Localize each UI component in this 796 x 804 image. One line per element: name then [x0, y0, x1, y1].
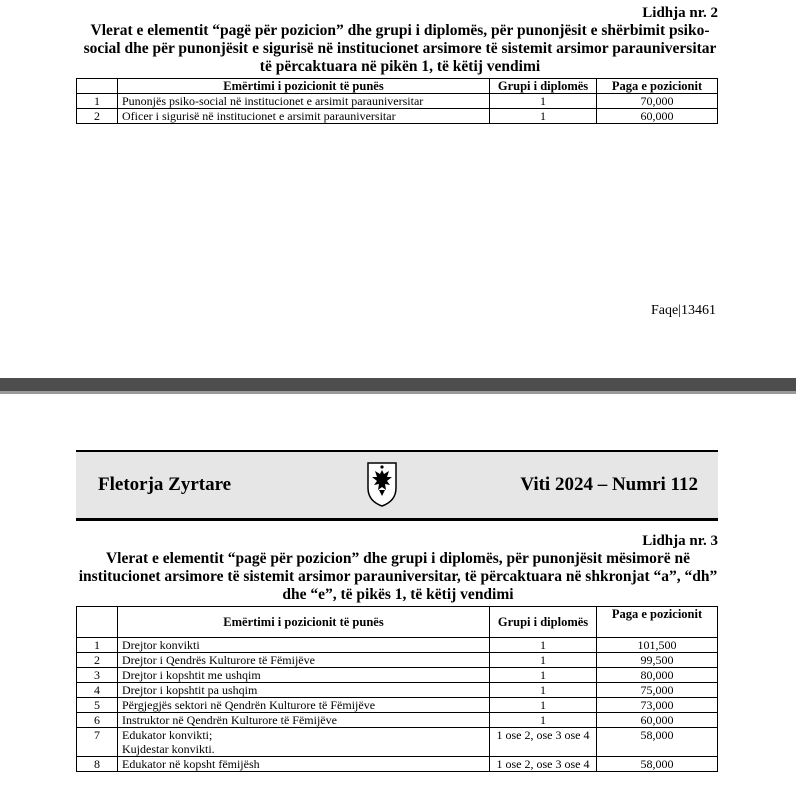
row-number: 3 [77, 668, 118, 683]
row-position-name: Përgjegjës sektori në Qendrën Kulturore të Fëmijëve [118, 698, 490, 713]
row-position-pay: 70,000 [597, 94, 718, 109]
row-diploma-group: 1 ose 2, ose 3 ose 4 [490, 757, 597, 772]
row-number: 1 [77, 638, 118, 653]
row-position-name-line1: Edukator konvikti; [122, 728, 213, 742]
annex-3-salary-table [76, 606, 718, 772]
table-row [77, 653, 718, 668]
row-position-name-line2: Kujdestar konvikti. [122, 742, 215, 756]
document-page-previous [0, 0, 796, 378]
annex-2-salary-table [76, 78, 718, 124]
table-row [77, 728, 718, 757]
row-diploma-group: 1 [490, 668, 597, 683]
albanian-eagle-emblem-icon [365, 460, 399, 508]
annex-3-description: Vlerat e elementit “pagë për pozicion” dhe grupi i diplomës, për punonjësit mësimorë në institucionet arsimore të sistemit arsimor parauniversitar, të përcaktuara në shkronjat “a”, “dh” dhe “e”, të pikës 1, të këtij vendimi [78, 550, 718, 603]
header-diploma-group: Grupi i diplomës [490, 79, 597, 94]
row-number: 6 [77, 713, 118, 728]
row-diploma-group: 1 ose 2, ose 3 ose 4 [490, 728, 597, 757]
document-page-current [0, 394, 796, 804]
header-diploma-group: Grupi i diplomës [490, 607, 597, 638]
table-row [77, 109, 718, 124]
table-row [77, 683, 718, 698]
row-position-name: Drejtor i kopshtit pa ushqim [118, 683, 490, 698]
row-position-name: Drejtor konvikti [118, 638, 490, 653]
table-row [77, 94, 718, 109]
row-position-pay: 58,000 [597, 757, 718, 772]
table-row [77, 668, 718, 683]
row-diploma-group: 1 [490, 653, 597, 668]
row-diploma-group: 1 [490, 698, 597, 713]
header-number [77, 79, 118, 94]
row-position-pay: 73,000 [597, 698, 718, 713]
gazette-issue: Viti 2024 – Numri 112 [520, 474, 698, 495]
header-position-pay: Paga e pozicionit [597, 607, 718, 638]
row-position-pay: 80,000 [597, 668, 718, 683]
header-position-pay: Paga e pozicionit [597, 79, 718, 94]
row-position-name [118, 728, 490, 757]
table-row [77, 638, 718, 653]
gazette-name: Fletorja Zyrtare [98, 474, 232, 495]
row-position-pay: 75,000 [597, 683, 718, 698]
annex-2-title: Lidhja nr. 2 [642, 5, 718, 21]
page-separator [0, 378, 796, 392]
row-number: 8 [77, 757, 118, 772]
table-row [77, 713, 718, 728]
row-position-pay: 60,000 [597, 109, 718, 124]
row-number: 4 [77, 683, 118, 698]
table-header-row [77, 79, 718, 94]
row-position-name: Punonjës psiko-social në institucionet e arsimit parauniversitar [118, 94, 490, 109]
row-position-name: Edukator në kopsht fëmijësh [118, 757, 490, 772]
row-number: 1 [77, 94, 118, 109]
row-position-name: Instruktor në Qendrën Kulturore të Fëmijëve [118, 713, 490, 728]
row-diploma-group: 1 [490, 713, 597, 728]
annex-3-title: Lidhja nr. 3 [642, 533, 718, 549]
row-position-pay: 60,000 [597, 713, 718, 728]
row-number: 2 [77, 109, 118, 124]
row-position-pay: 58,000 [597, 728, 718, 757]
row-diploma-group: 1 [490, 109, 597, 124]
annex-2-description: Vlerat e elementit “pagë për pozicion” dhe grupi i diplomës, për punonjësit e shërbimit psiko-social dhe për punonjësit e sigurisë në institucionet arsimore të sistemit arsimor parauniversitar të përcaktuara në pikën 1, të këtij vendimi [83, 22, 717, 75]
page-number: Faqe|13461 [650, 303, 716, 318]
row-number: 5 [77, 698, 118, 713]
row-diploma-group: 1 [490, 683, 597, 698]
header-number [77, 607, 118, 638]
row-position-pay: 101,500 [597, 638, 718, 653]
row-diploma-group: 1 [490, 94, 597, 109]
row-position-pay: 99,500 [597, 653, 718, 668]
table-row [77, 757, 718, 772]
row-position-name: Oficer i sigurisë në institucionet e arsimit parauniversitar [118, 109, 490, 124]
row-number: 2 [77, 653, 118, 668]
row-number: 7 [77, 728, 118, 757]
header-position-name: Emërtimi i pozicionit të punës [118, 79, 490, 94]
row-diploma-group: 1 [490, 638, 597, 653]
gazette-header [76, 450, 718, 521]
row-position-name: Drejtor i Qendrës Kulturore të Fëmijëve [118, 653, 490, 668]
table-row [77, 698, 718, 713]
row-position-name: Drejtor i kopshtit me ushqim [118, 668, 490, 683]
header-position-name: Emërtimi i pozicionit të punës [118, 607, 490, 638]
table-header-row [77, 607, 718, 638]
